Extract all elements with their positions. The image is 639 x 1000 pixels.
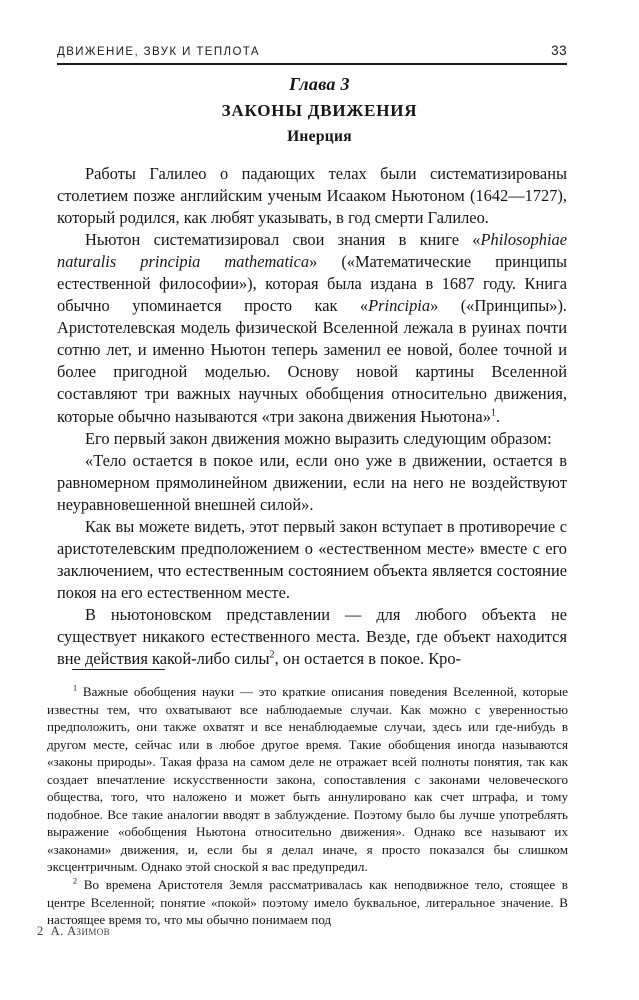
paragraph-2-part-b: » («Математические принципы естественной философии»), которая была издана в 1687 году. Книга обычно упоминается просто как « <box>57 252 567 316</box>
footnote-marker-2[interactable]: 2 <box>269 649 275 661</box>
work-title-principia-full: Philosophiae naturalis principia mathematica <box>57 230 567 272</box>
footnote-2 <box>47 876 568 929</box>
footnote-1-marker: 1 <box>73 683 78 693</box>
footnote-1-text: Важные обобщения науки — это краткие описания поведения Вселенной, которые известны тем, что охватывают все наблюдаемые случаи. Как можно с уверенностью предположить, они также охватят и все ненаблюдаемые случаи, здесь или где-нибудь в другом месте, сейчас или в любое другое время. Такие обобщения иногда называются «законы природы». Такая фраза на самом деле не отражает всей полноты понятия, так как создает впечатление искусственности закона, сопоставления с законами человеческого общества, того, что наложено и может быть аннулировано как счет штрафа, и тому подобное. Все такие аналогии вводят в заблуждение. Поэтому было бы лучше употреблять выражение «обобщения Ньютона относительно движения». Однако все называют их «законами» движения, и, если бы я делал иначе, я просто показался бы слишком эксцентричным. Однако этой сноской я вас предупредил. <box>47 684 568 875</box>
footnote-separator-rule <box>72 669 165 670</box>
header-rule <box>57 63 567 65</box>
section-title: Инерция <box>287 128 352 145</box>
paragraph-6 <box>57 604 567 670</box>
paragraph-2-part-a: Ньютон систематизировал свои знания в книге « <box>85 230 481 250</box>
page-number: 33 <box>551 43 567 58</box>
footnote-marker-1[interactable]: 1 <box>490 407 496 419</box>
paragraph-6-part-a: В ньютоновском представлении — для любого объекта не существует никакого естественного места. Везде, где объект находится вне действия какой-либо силы <box>57 604 567 669</box>
chapter-label: Глава 3 <box>289 74 350 94</box>
paragraph-6-part-b: , он остается в покое. Кро- <box>274 649 462 669</box>
paragraph-3: Его первый закон движения можно выразить следующим образом: <box>85 428 552 448</box>
paragraph-1: Работы Галилео о падающих телах были систематизированы столетием позже английским ученым Исааком Ньютоном (1642—1727), который родился, как любят указывать, в год смерти Галилео. <box>57 164 567 228</box>
paragraph-2-part-c: » («Принципы»). Аристотелевская модель физической Вселенной лежала в руинах почти сотню лет, и именно Ньютон теперь заменил ее новой, более точной и более пригодной моделью. Основу новой картины Вселенной составляют три важных научных обобщения относительно движения, которые обычно называются «три закона движения Ньютона» <box>57 296 567 426</box>
paragraph-4-first-law-quote: «Тело остается в покое или, если оно уже в движении, остается в равномерном прямолинейном движении, если на него не воздействуют неуравновешенной внешней силой». <box>57 450 567 514</box>
footnote-2-marker: 2 <box>73 876 78 886</box>
work-title-principia-short: Principia <box>368 296 431 316</box>
signature-number: 2 <box>37 924 44 938</box>
chapter-title: ЗАКОНЫ ДВИЖЕНИЯ <box>221 101 418 120</box>
body-text <box>57 163 567 670</box>
signature-line <box>37 924 110 939</box>
paragraph-5: Как вы можете видеть, этот первый закон вступает в противоречие с аристотелевским предположением о «естественном месте» вместе с его заключением, что естественным состоянием объекта является состояние покоя на его естественном месте. <box>57 516 567 602</box>
paragraph-2 <box>57 229 567 427</box>
footnote-2-text: Во времена Аристотеля Земля рассматривалась как неподвижное тело, стоящее в центре Вселенной; понятие «покой» поэтому имело буквальное, литеральное значение. В настоящее время то, что мы обычно понимаем под <box>47 877 568 928</box>
paragraph-2-part-d: . <box>495 406 501 426</box>
running-head-title: ДВИЖЕНИЕ, ЗВУК И ТЕПЛОТА <box>57 46 260 58</box>
footnote-1 <box>47 683 568 876</box>
running-head <box>57 43 567 58</box>
signature-author: А. Азимов <box>50 924 111 938</box>
footnotes-block <box>47 683 568 929</box>
